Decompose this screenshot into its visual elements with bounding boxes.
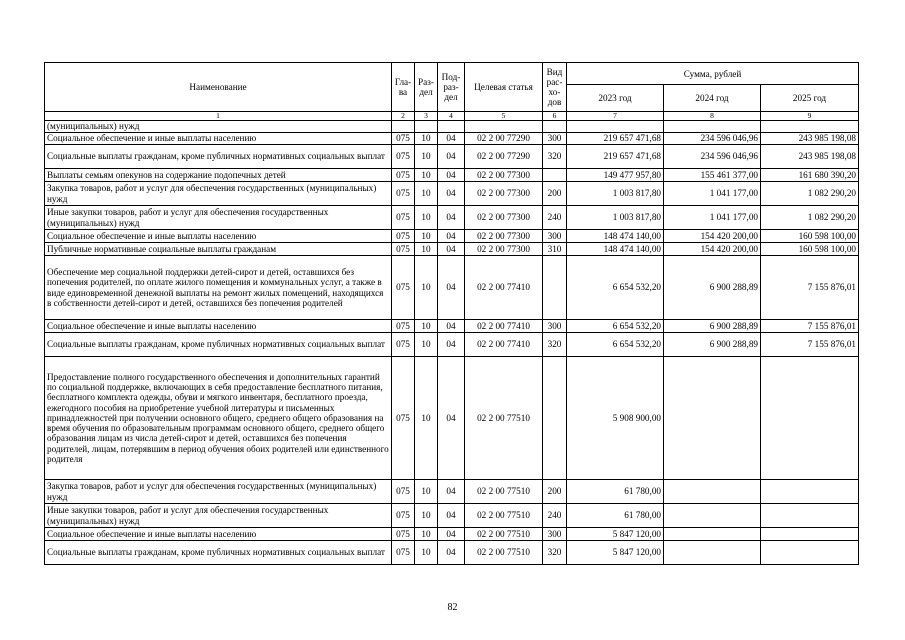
- row-2024: 154 420 200,00: [664, 243, 761, 256]
- column-number: 3: [415, 112, 438, 121]
- row-2024: [664, 541, 761, 565]
- row-2024: 6 900 288,89: [664, 333, 761, 357]
- row-2024: 234 596 046,96: [664, 145, 761, 169]
- row-article: 02 2 00 77510: [465, 357, 543, 480]
- row-razdel: 10: [415, 182, 438, 206]
- row-glava: [392, 121, 415, 133]
- row-2024: 155 461 377,00: [664, 169, 761, 182]
- row-podrazdel: 04: [438, 243, 465, 256]
- row-2025: [761, 121, 859, 133]
- row-2023: 5 847 120,00: [567, 528, 664, 541]
- row-vid: [543, 121, 567, 133]
- row-2023: 1 003 817,80: [567, 182, 664, 206]
- row-article: 02 2 00 77510: [465, 541, 543, 565]
- row-name: (муниципальных) нужд: [45, 121, 392, 133]
- row-vid: 320: [543, 541, 567, 565]
- table-row: [45, 133, 859, 145]
- row-podrazdel: 04: [438, 333, 465, 357]
- row-glava: 075: [392, 206, 415, 230]
- header-podrazdel: Под-раз-дел: [438, 63, 465, 112]
- table-row: [45, 357, 859, 480]
- row-glava: 075: [392, 230, 415, 243]
- row-2023: 61 780,00: [567, 504, 664, 528]
- row-name: Закупка товаров, работ и услуг для обеспечения государственных (муниципальных) нужд: [45, 182, 392, 206]
- row-name: Выплаты семьям опекунов на содержание подопечных детей: [45, 169, 392, 182]
- row-2025: 7 155 876,01: [761, 320, 859, 333]
- row-2024: [664, 528, 761, 541]
- column-number: 8: [664, 112, 761, 121]
- table-row: [45, 528, 859, 541]
- row-2023: 5 908 900,00: [567, 357, 664, 480]
- row-2025: [761, 528, 859, 541]
- table-row: [45, 504, 859, 528]
- row-podrazdel: 04: [438, 320, 465, 333]
- row-vid: [543, 357, 567, 480]
- row-2024: [664, 480, 761, 504]
- row-vid: 240: [543, 504, 567, 528]
- row-article: 02 2 00 77290: [465, 145, 543, 169]
- row-vid: 320: [543, 333, 567, 357]
- row-article: 02 2 00 77410: [465, 333, 543, 357]
- row-2025: 161 680 390,20: [761, 169, 859, 182]
- table-row: [45, 169, 859, 182]
- row-razdel: 10: [415, 145, 438, 169]
- column-number: 9: [761, 112, 859, 121]
- row-article: 02 2 00 77510: [465, 528, 543, 541]
- row-vid: 320: [543, 145, 567, 169]
- row-name: Закупка товаров, работ и услуг для обеспечения государственных (муниципальных) нужд: [45, 480, 392, 504]
- row-article: 02 2 00 77290: [465, 133, 543, 145]
- row-2025: 160 598 100,00: [761, 230, 859, 243]
- row-podrazdel: 04: [438, 169, 465, 182]
- column-number: 5: [465, 112, 543, 121]
- row-podrazdel: 04: [438, 504, 465, 528]
- row-2024: [664, 357, 761, 480]
- row-podrazdel: [438, 121, 465, 133]
- table-row: [45, 206, 859, 230]
- row-glava: 075: [392, 541, 415, 565]
- row-glava: 075: [392, 145, 415, 169]
- header-razdel: Раз-дел: [415, 63, 438, 112]
- row-2025: 243 985 198,08: [761, 145, 859, 169]
- row-2024: 6 900 288,89: [664, 256, 761, 320]
- row-podrazdel: 04: [438, 480, 465, 504]
- table-row: [45, 145, 859, 169]
- row-2023: 219 657 471,68: [567, 133, 664, 145]
- row-vid: 200: [543, 480, 567, 504]
- row-glava: 075: [392, 504, 415, 528]
- row-2024: 6 900 288,89: [664, 320, 761, 333]
- row-2025: [761, 480, 859, 504]
- row-vid: [543, 169, 567, 182]
- row-vid: 300: [543, 133, 567, 145]
- header-2023: 2023 год: [567, 85, 664, 112]
- row-vid: 300: [543, 230, 567, 243]
- row-2024: 154 420 200,00: [664, 230, 761, 243]
- row-podrazdel: 04: [438, 357, 465, 480]
- row-name: Предоставление полного государственного обеспечения и дополнительных гарантий по социальной поддержке, включающих в себя предоставление бесплатного питания, бесплатного комплекта одежды, обуви и мягкого инвентаря, бесплатного проезда, ежегодного пособия на приобретение учебной литературы и письменных принадлежностей при получении основного общего, среднего общего образования на время обучения по образовательным программам основного общего, среднего общего образования лицам из числа детей-сирот и детей, оставшихся без попечения родителей, лицам, потерявшим в период обучения обоих родителей или единственного родителя: [45, 357, 392, 480]
- row-2023: 149 477 957,80: [567, 169, 664, 182]
- row-razdel: 10: [415, 256, 438, 320]
- row-razdel: 10: [415, 320, 438, 333]
- row-article: 02 2 00 77300: [465, 243, 543, 256]
- row-glava: 075: [392, 357, 415, 480]
- table-row: [45, 320, 859, 333]
- header-vid: Вид рас-хо-дов: [543, 63, 567, 112]
- row-vid: 310: [543, 243, 567, 256]
- row-2023: 61 780,00: [567, 480, 664, 504]
- table-row: [45, 243, 859, 256]
- row-glava: 075: [392, 169, 415, 182]
- row-2023: 219 657 471,68: [567, 145, 664, 169]
- row-2025: [761, 541, 859, 565]
- row-name: Иные закупки товаров, работ и услуг для обеспечения государственных (муниципальных) нужд: [45, 504, 392, 528]
- header-glava: Гла-ва: [392, 63, 415, 112]
- header-name: Наименование: [45, 63, 392, 112]
- row-glava: 075: [392, 256, 415, 320]
- row-name: Социальное обеспечение и иные выплаты населению: [45, 528, 392, 541]
- table-row: [45, 333, 859, 357]
- row-2025: [761, 357, 859, 480]
- row-razdel: 10: [415, 480, 438, 504]
- row-podrazdel: 04: [438, 528, 465, 541]
- row-article: 02 2 00 77510: [465, 480, 543, 504]
- row-article: 02 2 00 77410: [465, 320, 543, 333]
- row-article: 02 2 00 77300: [465, 230, 543, 243]
- row-name: Иные закупки товаров, работ и услуг для обеспечения государственных (муниципальных) нужд: [45, 206, 392, 230]
- row-article: 02 2 00 77410: [465, 256, 543, 320]
- row-vid: 300: [543, 528, 567, 541]
- row-vid: 200: [543, 182, 567, 206]
- row-2025: 160 598 100,00: [761, 243, 859, 256]
- column-number: 7: [567, 112, 664, 121]
- row-podrazdel: 04: [438, 541, 465, 565]
- row-name: Социальное обеспечение и иные выплаты населению: [45, 230, 392, 243]
- row-2025: 1 082 290,20: [761, 206, 859, 230]
- row-vid: [543, 256, 567, 320]
- row-2025: [761, 504, 859, 528]
- row-podrazdel: 04: [438, 206, 465, 230]
- row-glava: 075: [392, 243, 415, 256]
- row-razdel: [415, 121, 438, 133]
- row-2023: [567, 121, 664, 133]
- row-name: Социальные выплаты гражданам, кроме публичных нормативных социальных выплат: [45, 145, 392, 169]
- row-2024: 1 041 177,00: [664, 182, 761, 206]
- row-2023: 6 654 532,20: [567, 320, 664, 333]
- header-2025: 2025 год: [761, 85, 859, 112]
- row-2023: 148 474 140,00: [567, 243, 664, 256]
- row-name: Социальные выплаты гражданам, кроме публичных нормативных социальных выплат: [45, 541, 392, 565]
- row-2024: 234 596 046,96: [664, 133, 761, 145]
- row-glava: 075: [392, 480, 415, 504]
- row-2023: 6 654 532,20: [567, 333, 664, 357]
- page-number: 82: [447, 602, 458, 613]
- row-podrazdel: 04: [438, 256, 465, 320]
- row-razdel: 10: [415, 206, 438, 230]
- row-glava: 075: [392, 133, 415, 145]
- row-razdel: 10: [415, 504, 438, 528]
- column-number: 4: [438, 112, 465, 121]
- row-name: Социальное обеспечение и иные выплаты населению: [45, 320, 392, 333]
- row-podrazdel: 04: [438, 182, 465, 206]
- row-razdel: 10: [415, 243, 438, 256]
- row-article: 02 2 00 77300: [465, 169, 543, 182]
- row-2023: 148 474 140,00: [567, 230, 664, 243]
- row-article: 02 2 00 77300: [465, 206, 543, 230]
- column-number: 6: [543, 112, 567, 121]
- row-podrazdel: 04: [438, 133, 465, 145]
- row-name: Социальные выплаты гражданам, кроме публичных нормативных социальных выплат: [45, 333, 392, 357]
- row-article: [465, 121, 543, 133]
- row-glava: 075: [392, 528, 415, 541]
- row-glava: 075: [392, 333, 415, 357]
- row-razdel: 10: [415, 357, 438, 480]
- row-article: 02 2 00 77300: [465, 182, 543, 206]
- column-number: 1: [45, 112, 392, 121]
- row-vid: 300: [543, 320, 567, 333]
- table-row: [45, 256, 859, 320]
- row-2023: 6 654 532,20: [567, 256, 664, 320]
- row-razdel: 10: [415, 541, 438, 565]
- row-razdel: 10: [415, 133, 438, 145]
- row-glava: 075: [392, 182, 415, 206]
- row-razdel: 10: [415, 528, 438, 541]
- row-article: 02 2 00 77510: [465, 504, 543, 528]
- column-number: 2: [392, 112, 415, 121]
- row-2024: [664, 504, 761, 528]
- row-2025: 7 155 876,01: [761, 256, 859, 320]
- row-podrazdel: 04: [438, 230, 465, 243]
- row-2023: 1 003 817,80: [567, 206, 664, 230]
- header-sum: Сумма, рублей: [567, 63, 859, 85]
- row-2023: 5 847 120,00: [567, 541, 664, 565]
- row-2025: 1 082 290,20: [761, 182, 859, 206]
- row-2025: 243 985 198,08: [761, 133, 859, 145]
- row-name: Социальное обеспечение и иные выплаты населению: [45, 133, 392, 145]
- row-razdel: 10: [415, 230, 438, 243]
- table-row: [45, 480, 859, 504]
- row-2024: [664, 121, 761, 133]
- header-2024: 2024 год: [664, 85, 761, 112]
- row-glava: 075: [392, 320, 415, 333]
- row-2024: 1 041 177,00: [664, 206, 761, 230]
- table-row: [45, 121, 859, 133]
- row-name: Обеспечение мер социальной поддержки детей-сирот и детей, оставшихся без попечения родителей, по оплате жилого помещения и коммунальных услуг, а также в виде единовременной денежной выплаты на ремонт жилых помещений, находящихся в собственности детей-сирот и детей, оставшихся без попечения родителей: [45, 256, 392, 320]
- budget-table: [44, 62, 859, 565]
- row-vid: 240: [543, 206, 567, 230]
- row-name: Публичные нормативные социальные выплаты гражданам: [45, 243, 392, 256]
- table-row: [45, 230, 859, 243]
- row-2025: 7 155 876,01: [761, 333, 859, 357]
- row-razdel: 10: [415, 169, 438, 182]
- header-article: Целевая статья: [465, 63, 543, 112]
- row-podrazdel: 04: [438, 145, 465, 169]
- table-row: [45, 541, 859, 565]
- row-razdel: 10: [415, 333, 438, 357]
- table-row: [45, 182, 859, 206]
